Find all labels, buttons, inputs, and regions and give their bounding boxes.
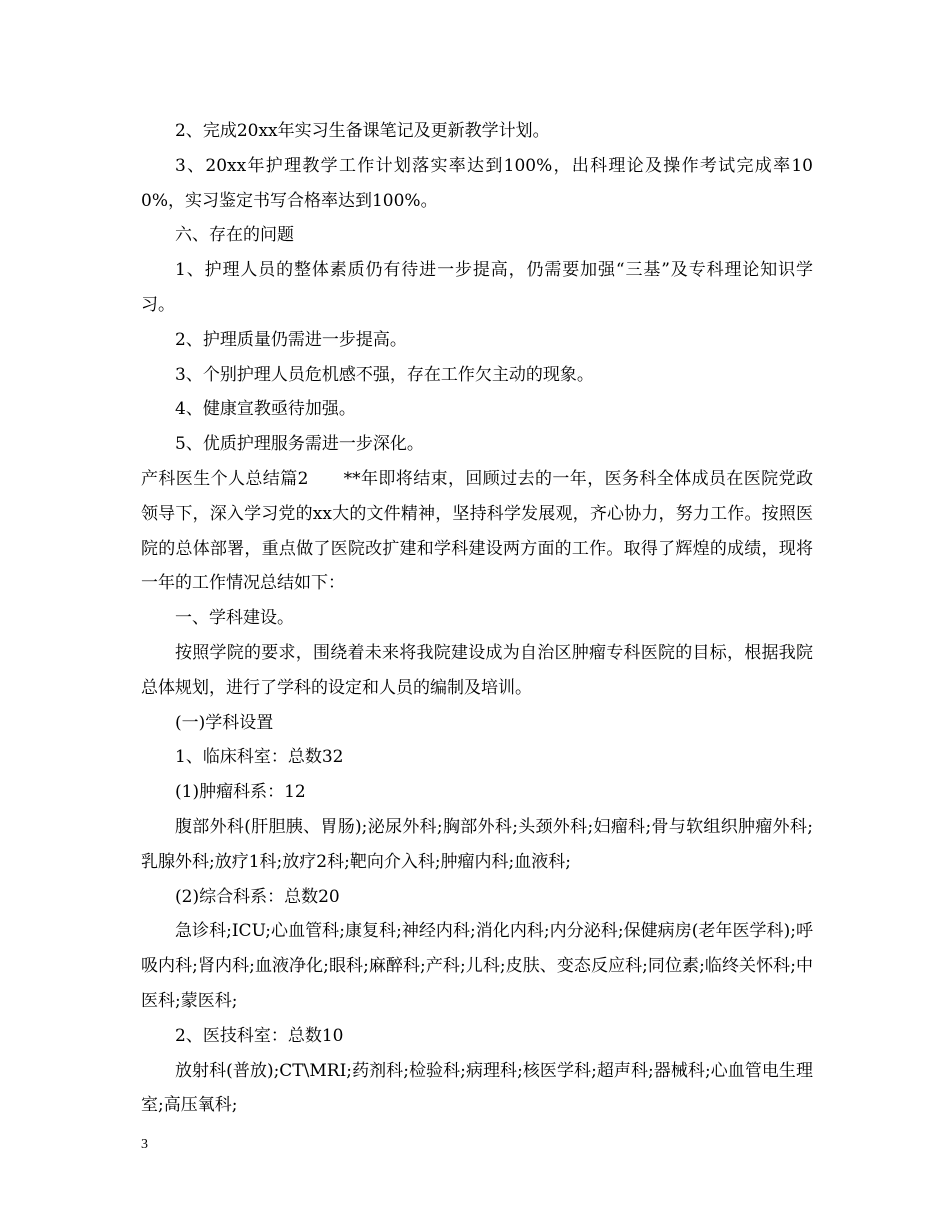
article-heading-paragraph: 产科医生个人总结篇2 **年即将结束，回顾过去的一年，医务科全体成员在医院党政领导下，深入学习党的xx大的文件精神，坚持科学发展观，齐心协力，努力工作。按照医院的总体部署，重点做了医院改扩建和学科建设两方面的工作。取得了辉煌的成绩，现将一年的工作情况总结如下：	[141, 468, 813, 594]
document-body	[141, 114, 813, 1123]
list-item: 1、临床科室：总数32	[175, 747, 344, 768]
paragraph: 1、护理人员的整体素质仍有待进一步提高，仍需要加强“三基”及专科理论知识学习。	[141, 260, 813, 315]
list-item: 2、医技科室：总数10	[175, 1025, 344, 1046]
paragraph: 2、护理质量仍需进一步提高。	[175, 329, 407, 350]
paragraph: 4、健康宣教亟待加强。	[175, 399, 356, 420]
paragraph: 按照学院的要求，围绕着未来将我院建设成为自治区肿瘤专科医院的目标，根据我院总体规划，进行了学科的设定和人员的编制及培训。	[141, 642, 813, 698]
page-number: 3	[141, 1137, 148, 1152]
paragraph: 腹部外科(肝胆胰、胃肠);泌尿外科;胸部外科;头颈外科;妇瘤科;骨与软组织肿瘤外科;乳腺外科;放疗1科;放疗2科;靶向介入科;肿瘤内科;血液科;	[141, 816, 813, 872]
paragraph: 放射科(普放);CT\MRI;药剂科;检验科;病理科;核医学科;超声科;器械科;心血管电生理室;高压氧科;	[141, 1060, 813, 1116]
paragraph: 2、完成20xx年实习生备课笔记及更新教学计划。	[175, 121, 550, 141]
list-item: (1)肿瘤科系：12	[175, 782, 306, 803]
paragraph: 急诊科;ICU;心血管科;康复科;神经内科;消化内科;内分泌科;保健病房(老年医学科);呼吸内科;肾内科;血液净化;眼科;麻醉科;产科;儿科;皮肤、变态反应科;同位素;临终关怀科;中医科;蒙医科;	[141, 921, 813, 1011]
list-item: (2)综合科系：总数20	[175, 886, 340, 907]
paragraph: 3、20xx年护理教学工作计划落实率达到100%，出科理论及操作考试完成率100%，实习鉴定书写合格率达到100%。	[141, 155, 813, 211]
section-heading: 一、学科建设。	[175, 608, 294, 629]
section-heading: 六、存在的问题	[175, 225, 294, 246]
subsection-heading: (一)学科设置	[175, 712, 274, 733]
paragraph: 5、优质护理服务需进一步深化。	[175, 434, 424, 455]
paragraph: 3、个别护理人员危机感不强，存在工作欠主动的现象。	[175, 364, 594, 385]
